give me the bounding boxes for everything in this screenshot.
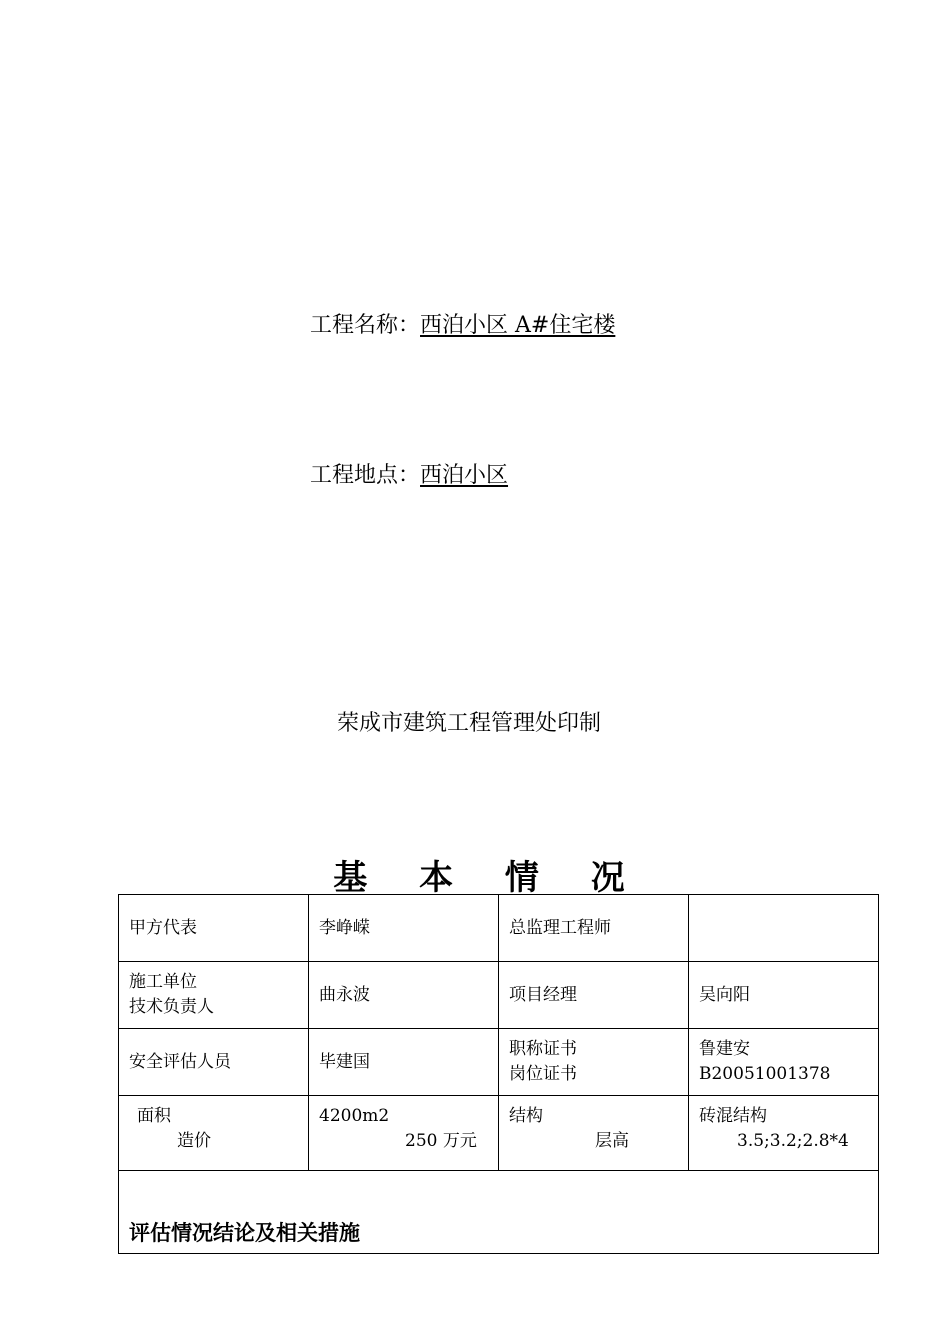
table-cell (119, 1096, 309, 1171)
cell-line: 4200m2 (319, 1106, 390, 1126)
cell-line: 鲁建安 (699, 1039, 750, 1059)
table-row (119, 1029, 879, 1096)
table-cell: 吴向阳 (689, 962, 879, 1029)
project-name-label: 工程名称： (310, 313, 421, 338)
cell-line: 250 万元 (405, 1131, 477, 1151)
cell-line: 3.5;3.2;2.8*4 (737, 1131, 849, 1151)
table-cell (309, 1096, 499, 1171)
cell-line: 造价 (177, 1131, 211, 1151)
cell-line: 面积 (137, 1106, 171, 1126)
table-cell (499, 1096, 689, 1171)
table-cell (119, 962, 309, 1029)
table-cell: 项目经理 (499, 962, 689, 1029)
conclusion-heading: 评估情况结论及相关措施 (119, 1171, 879, 1254)
table-cell (689, 1096, 879, 1171)
table-cell: 毕建国 (309, 1029, 499, 1096)
table-row (119, 1171, 879, 1254)
cell-line: 施工单位 (129, 972, 197, 992)
project-location-value: 西泊小区 (420, 463, 509, 488)
project-location-line (310, 458, 508, 489)
table-row (119, 1096, 879, 1171)
basic-info-table (118, 894, 879, 1254)
project-name-line (310, 308, 615, 339)
table-cell: 曲永波 (309, 962, 499, 1029)
project-location-label: 工程地点： (310, 463, 421, 488)
cell-line: 层高 (595, 1131, 629, 1151)
table-cell: 李峥嵘 (309, 895, 499, 962)
cell-line: 职称证书 (509, 1039, 577, 1059)
project-name-value: 西泊小区 A#住宅楼 (420, 313, 616, 338)
table-cell: 甲方代表 (119, 895, 309, 962)
cell-line: B20051001378 (699, 1064, 831, 1084)
publisher-text: 荣成市建筑工程管理处印制 (337, 711, 602, 736)
table-cell (689, 895, 879, 962)
table-cell (499, 1029, 689, 1096)
cell-line: 岗位证书 (509, 1064, 577, 1084)
cell-line: 砖混结构 (699, 1106, 767, 1126)
cell-line: 结构 (509, 1106, 543, 1126)
table-cell: 安全评估人员 (119, 1029, 309, 1096)
section-title: 基 本 情 况 (333, 858, 645, 898)
table-row (119, 895, 879, 962)
table-cell: 总监理工程师 (499, 895, 689, 962)
cell-line: 技术负责人 (129, 997, 214, 1017)
table-cell (689, 1029, 879, 1096)
table-row (119, 962, 879, 1029)
